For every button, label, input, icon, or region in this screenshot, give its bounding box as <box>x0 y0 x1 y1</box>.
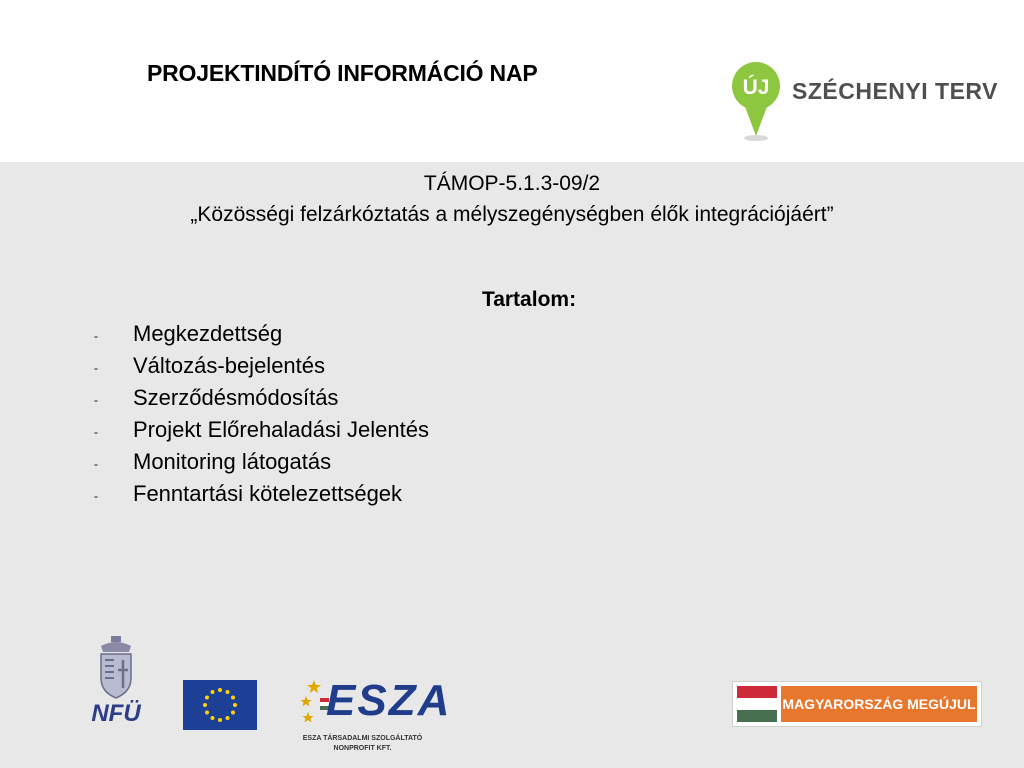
bullet: - <box>94 361 98 375</box>
magyarorszag-megujul-banner <box>732 681 982 727</box>
page-title: PROJEKTINDÍTÓ INFORMÁCIÓ NAP <box>147 60 538 86</box>
bullet: - <box>94 489 98 503</box>
hungarian-flag-icon <box>737 686 777 722</box>
list-item <box>90 350 429 382</box>
nfu-text: NFÜ <box>91 700 141 727</box>
esza-word: ESZA <box>326 676 452 725</box>
program-title: „Közösségi felzárkóztatás a mélyszegénységben élők integrációjáért” <box>190 203 834 226</box>
program-code: TÁMOP-5.1.3-09/2 <box>423 172 601 195</box>
list-item <box>90 382 429 414</box>
szechenyi-terv-logo <box>730 60 998 142</box>
bullet: - <box>94 425 98 439</box>
list-item <box>90 446 429 478</box>
logo-pin-text: ÚJ <box>742 76 770 99</box>
agenda-list <box>90 318 429 510</box>
location-pin-icon <box>730 60 782 142</box>
list-item <box>90 414 429 446</box>
bullet: - <box>94 393 98 407</box>
list-item-label: Változás-bejelentés <box>133 353 326 378</box>
esza-subtitle <box>300 734 425 754</box>
esza-subtitle-line: ESZA TÁRSADALMI SZOLGÁLTATÓ <box>302 735 423 742</box>
logo-text: SZÉCHENYI TERV <box>792 78 998 104</box>
nfu-logo <box>83 634 149 734</box>
banner-text: MAGYARORSZÁG MEGÚJUL <box>781 686 977 722</box>
list-item-label: Monitoring látogatás <box>133 449 332 474</box>
eu-flag-icon <box>183 680 257 730</box>
bullet: - <box>94 329 98 343</box>
esza-logo <box>300 676 452 756</box>
list-item <box>90 478 429 510</box>
coat-of-arms-icon <box>83 634 149 700</box>
list-item-label: Szerződésmódosítás <box>133 385 339 410</box>
header <box>0 0 1024 162</box>
content-heading: Tartalom: <box>481 288 577 311</box>
list-item-label: Megkezdettség <box>133 321 283 346</box>
list-item-label: Fenntartási kötelezettségek <box>133 481 403 506</box>
esza-subtitle-line: NONPROFIT KFT. <box>333 745 392 752</box>
subtitle-block <box>0 168 1024 230</box>
bullet: - <box>94 457 98 471</box>
list-item-label: Projekt Előrehaladási Jelentés <box>133 417 429 442</box>
list-item <box>90 318 429 350</box>
